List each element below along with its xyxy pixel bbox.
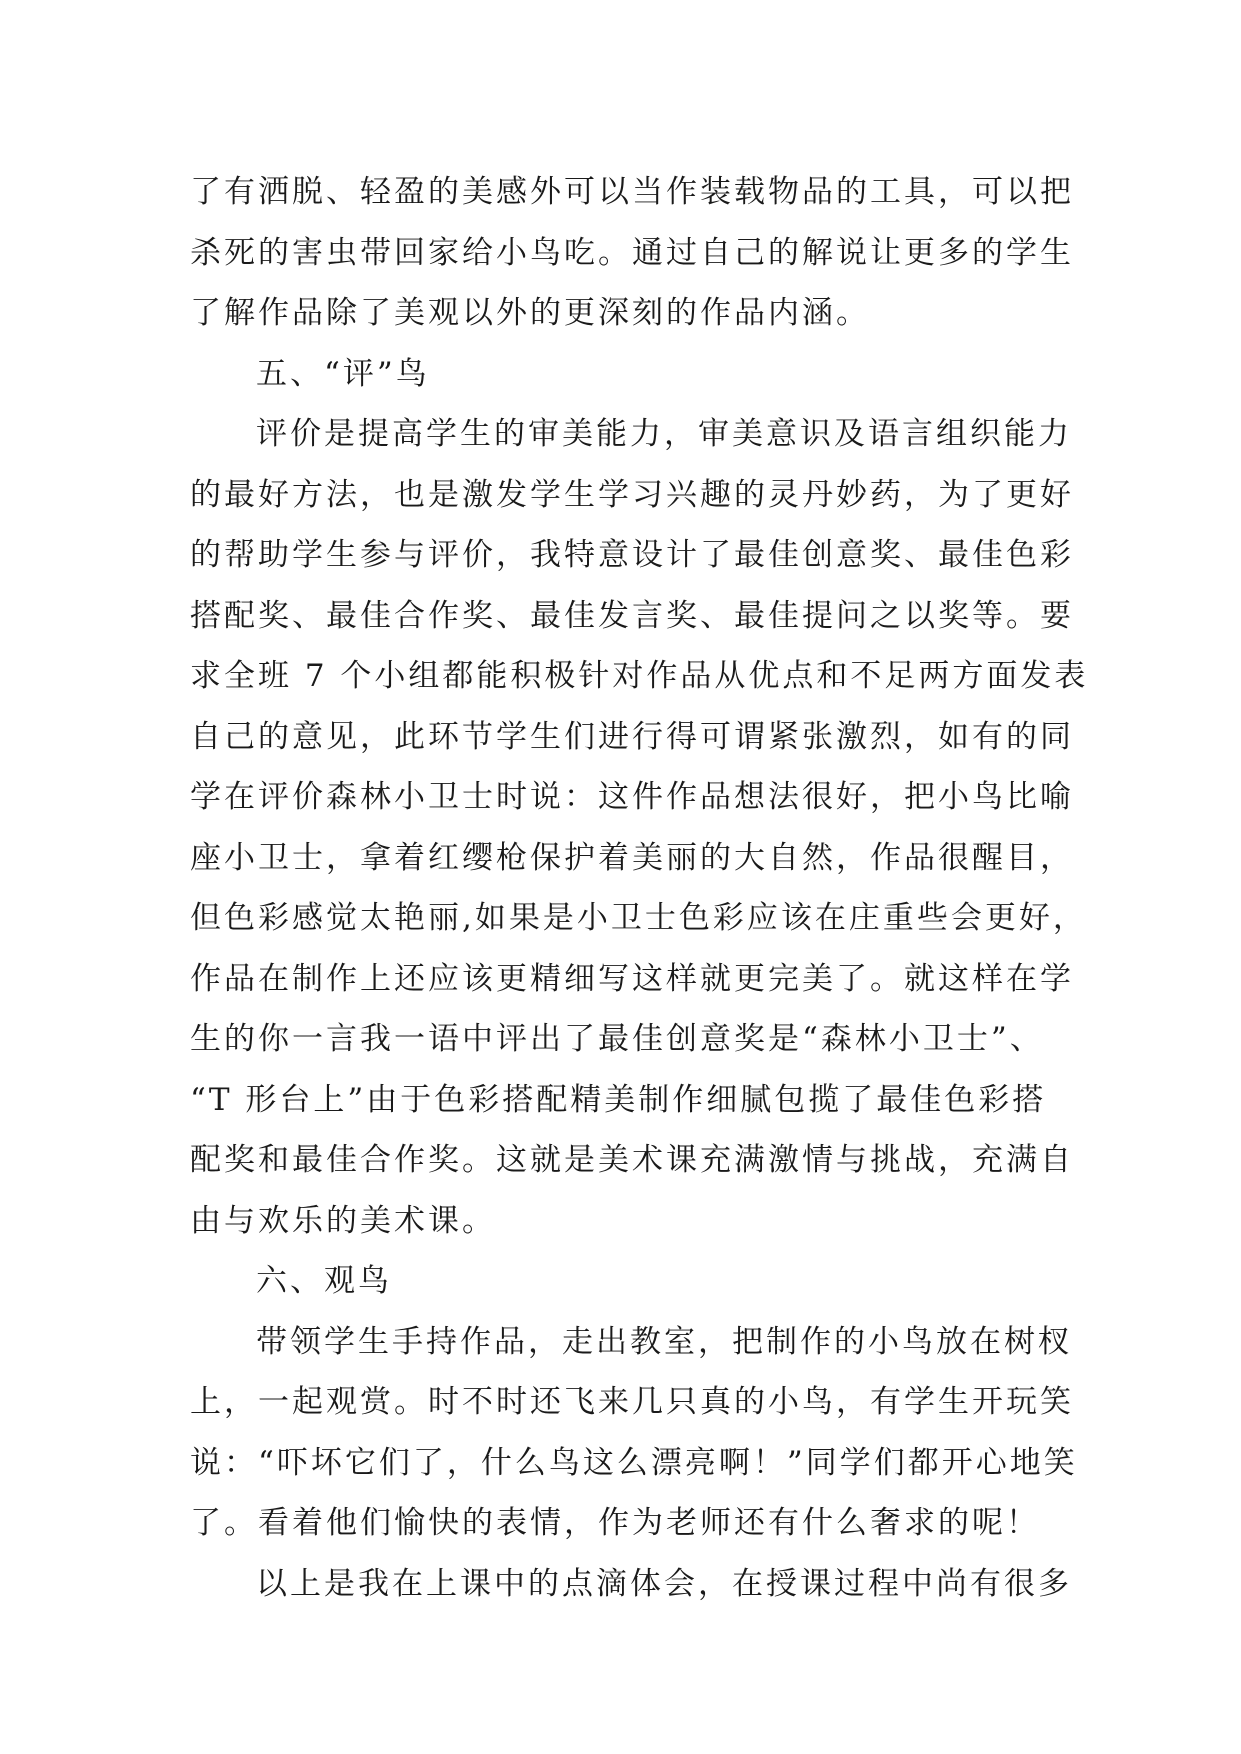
- text-line: 的帮助学生参与评价，我特意设计了最佳创意奖、最佳色彩: [190, 537, 1074, 573]
- text-line: 自己的意见，此环节学生们进行得可谓紧张激烈，如有的同: [190, 718, 1074, 755]
- paragraph-start-line: 带领学生手持作品，走出教室，把制作的小鸟放在树杈: [256, 1323, 1072, 1360]
- text-line: 上，一起观赏。时不时还飞来几只真的小鸟，有学生开玩笑: [190, 1384, 1074, 1420]
- text-line: 了解作品除了美观以外的更深刻的作品内涵。: [190, 295, 870, 331]
- text-line: 说：“吓坏它们了，什么鸟这么漂亮啊！”同学们都开心地笑: [190, 1444, 1078, 1481]
- paragraph-start-line: 六、观鸟: [256, 1263, 392, 1299]
- text-line: 配奖和最佳合作奖。这就是美术课充满激情与挑战，充满自: [190, 1142, 1074, 1178]
- body-text: [190, 162, 1089, 1614]
- text-line: 了。看着他们愉快的表情，作为老师还有什么奢求的呢！: [190, 1505, 1040, 1541]
- paragraph-start-line: 评价是提高学生的审美能力，审美意识及语言组织能力: [256, 416, 1072, 452]
- text-line: 搭配奖、最佳合作奖、最佳发言奖、最佳提问之以奖等。要: [190, 597, 1074, 634]
- text-line: 杀死的害虫带回家给小鸟吃。通过自己的解说让更多的学生: [190, 234, 1074, 271]
- text-line: 学在评价森林小卫士时说：这件作品想法很好，把小鸟比喻: [190, 779, 1074, 815]
- paragraph-start-line: 五、“评”鸟: [256, 355, 430, 392]
- text-line: 作品在制作上还应该更精细写这样就更完美了。就这样在学: [190, 960, 1074, 997]
- text-line: 座小卫士，拿着红缨枪保护着美丽的大自然，作品很醒目，: [190, 839, 1074, 876]
- text-line: 但色彩感觉太艳丽,如果是小卫士色彩应该在庄重些会更好，: [190, 900, 1087, 936]
- text-line: 求全班 7 个小组都能积极针对作品从优点和不足两方面发表: [190, 658, 1089, 694]
- text-line: “T 形台上”由于色彩搭配精美制作细腻包揽了最佳色彩搭: [190, 1081, 1047, 1118]
- text-line: 由与欢乐的美术课。: [190, 1202, 496, 1239]
- text-line: 了有洒脱、轻盈的美感外可以当作装载物品的工具，可以把: [190, 174, 1074, 210]
- paragraph-start-line: 以上是我在上课中的点滴体会，在授课过程中尚有很多: [256, 1565, 1072, 1602]
- text-line: 生的你一言我一语中评出了最佳创意奖是“森林小卫士”、: [190, 1021, 1044, 1057]
- text-line: 的最好方法，也是激发学生学习兴趣的灵丹妙药，为了更好: [190, 476, 1074, 513]
